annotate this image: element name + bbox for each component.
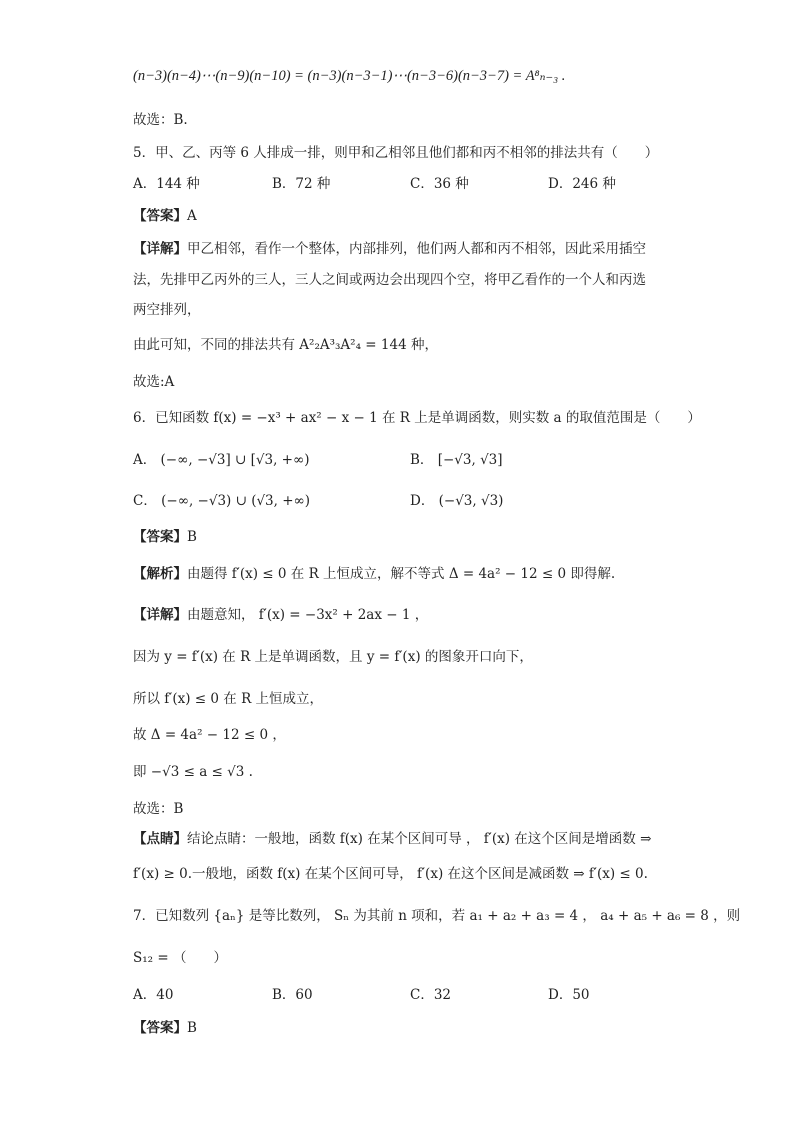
q5-option-c: C．36 种 <box>410 176 469 192</box>
q6-detail-3: 所以 f′(x) ≤ 0 在 R 上恒成立， <box>133 691 324 707</box>
q5-option-a: A．144 种 <box>133 176 200 192</box>
q7-option-b: B．60 <box>272 987 313 1003</box>
q7-option-c: C．32 <box>410 987 452 1003</box>
line-text: 故选：B. <box>133 112 188 128</box>
detail-tag: 【详解】 <box>133 241 187 257</box>
question-7-line-1: 7．已知数列 {aₙ} 是等比数列， Sₙ 为其前 n 项和，若 a₁ + a₂ + a₃ = 4 ， a₄ + a₅ + a₆ = 8 ，则 <box>133 908 741 924</box>
question-text: 5．甲、乙、丙等 6 人排成一排，则甲和乙相邻且他们都和丙不相邻的排法共有（ ） <box>133 145 659 161</box>
q6-detail-1: 【详解】由题意知， f′(x) = −3x² + 2ax − 1 ， <box>133 607 429 623</box>
q5-detail-3: 两空排列， <box>133 302 201 318</box>
q5-option-d: D．246 种 <box>548 176 616 192</box>
q7-answer: 【答案】B <box>133 1020 197 1036</box>
q6-detail-5: 即 −√3 ≤ a ≤ √3 . <box>133 764 253 780</box>
question-7-line-2: S₁₂ = （ ） <box>133 950 227 966</box>
q5-detail-2: 法，先排甲乙丙外的三人，三人之间或两边会出现四个空，将甲乙看作的一个人和丙选 <box>133 272 646 288</box>
question-5 <box>133 141 658 161</box>
q6-option-d: D． (−√3, √3) <box>410 493 504 509</box>
q5-answer <box>133 204 197 224</box>
q7-option-a: A．40 <box>133 987 174 1003</box>
detail-text: 甲乙相邻，看作一个整体，内部排列，他们两人都和丙不相邻，因此采用插空 <box>187 241 646 257</box>
q6-option-a: A． (−∞, −√3] ∪ [√3, +∞) <box>133 452 310 468</box>
q6-note-2: f′(x) ≥ 0.一般地，函数 f(x) 在某个区间可导， f′(x) 在这个区间是减函数 ⇒ f′(x) ≤ 0. <box>133 866 648 882</box>
q5-choice: 故选:A <box>133 374 175 390</box>
q7-option-d: D．50 <box>548 987 590 1003</box>
answer-tag: 【答案】 <box>133 208 187 224</box>
q6-option-b: B． [−√3, √3] <box>410 452 503 468</box>
answer-value: A <box>187 208 197 224</box>
q5-option-b: B．72 种 <box>272 176 331 192</box>
q5-detail-4: 由此可知，不同的排法共有 A²₂A³₃A²₄ = 144 种， <box>133 337 438 353</box>
q6-note-1: 【点睛】结论点睛：一般地，函数 f(x) 在某个区间可导 ， f′(x) 在这个区间是增函数 ⇒ <box>133 831 652 847</box>
q6-option-c: C． (−∞, −√3) ∪ (√3, +∞) <box>133 493 311 509</box>
formula-text: (n−3)(n−4)⋯(n−9)(n−10) = (n−3)(n−3−1)⋯(n−3−6)(n−3−7) = A⁸ₙ₋₃ . <box>133 68 566 84</box>
prev-solution-formula <box>133 68 565 85</box>
question-6: 6．已知函数 f(x) = −x³ + ax² − x − 1 在 R 上是单调函数，则实数 a 的取值范围是（ ） <box>133 410 701 426</box>
q6-detail-4: 故 Δ = 4a² − 12 ≤ 0 ， <box>133 727 286 743</box>
q6-answer: 【答案】B <box>133 529 197 545</box>
q6-analysis: 【解析】由题得 f′(x) ≤ 0 在 R 上恒成立，解不等式 Δ = 4a² − 12 ≤ 0 即得解. <box>133 566 616 582</box>
prev-choice <box>133 108 188 128</box>
q6-choice: 故选：B <box>133 801 184 817</box>
q6-detail-2: 因为 y = f′(x) 在 R 上是单调函数，且 y = f′(x) 的图象开口向下， <box>133 649 533 665</box>
q5-detail-1 <box>133 237 646 257</box>
